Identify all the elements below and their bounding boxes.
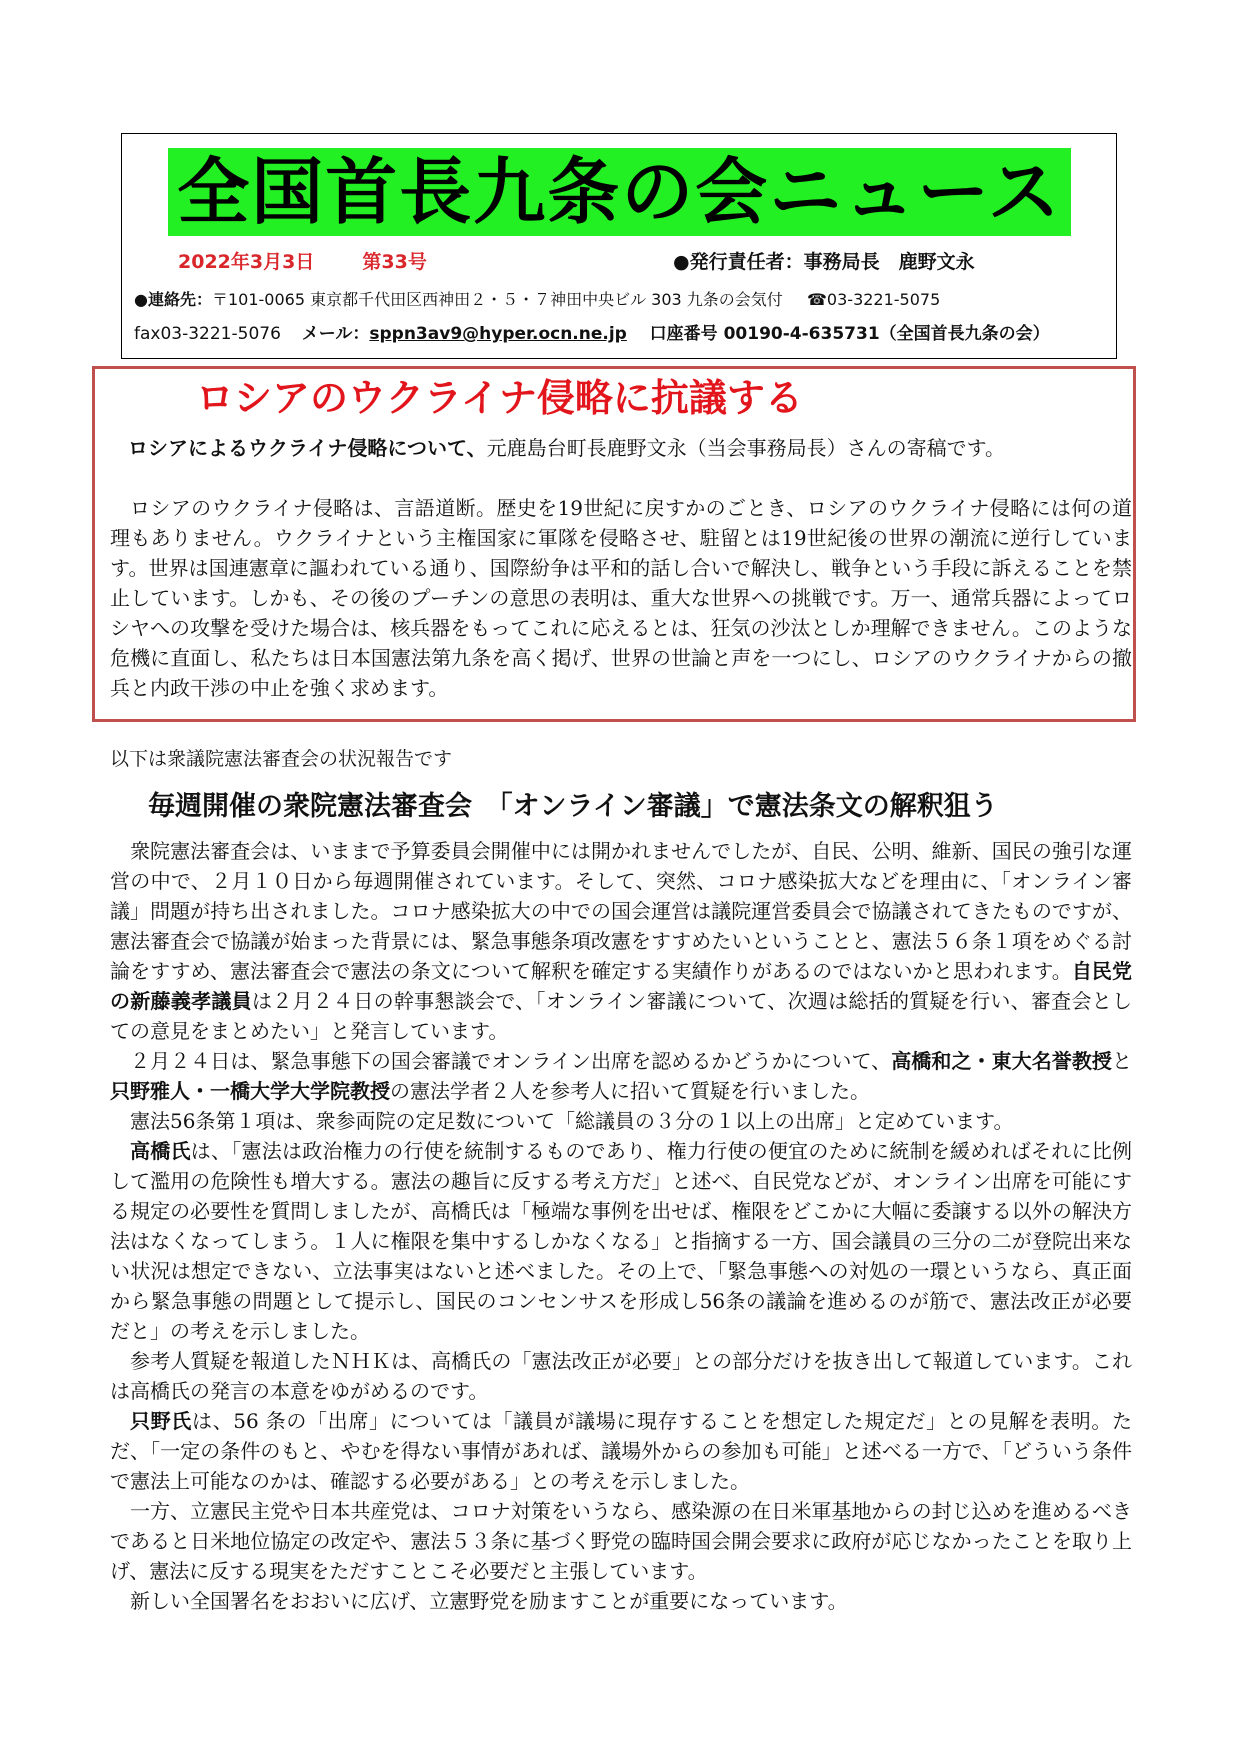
article-byline — [128, 433, 1005, 463]
bold-name: 只野雅人・一橋大学大学院教授 — [110, 1079, 390, 1103]
publisher: ●発行責任者：事務局長 鹿野文永 — [673, 251, 975, 273]
contact-label: ●連絡先： — [134, 290, 212, 309]
mail-link[interactable]: sppn3av9@hyper.ocn.ne.jp — [369, 324, 627, 344]
byline-rest: 元鹿島台町長鹿野文永（当会事務局長）さんの寄稿です。 — [486, 436, 1006, 460]
paragraph: ２月２４日は、緊急事態下の国会審議でオンライン出席を認めるかどうかについて、高橋和之・東大名誉教授と只野雅人・一橋大学大学院教授の憲法学者２人を参考人に招いて質疑を行いました。 — [110, 1049, 1132, 1103]
section-heading: 毎週開催の衆院憲法審査会 「オンライン審議」で憲法条文の解釈狙う — [148, 791, 998, 822]
mail-label: メール： — [301, 324, 370, 344]
issue-number: 第33号 — [362, 251, 427, 273]
paragraph: 憲法56条第１項は、衆参両院の定足数について「総議員の３分の１以上の出席」と定めています。 — [130, 1109, 1014, 1133]
address: 〒101-0065 東京都千代田区西神田２・５・７神田中央ビル 303 九条の会気付 — [211, 290, 783, 309]
byline-bold: ロシアによるウクライナ侵略について、 — [128, 436, 487, 460]
phone: ☎03-3221-5075 — [807, 290, 941, 309]
article-body: ロシアのウクライナ侵略は、言語道断。歴史を19世紀に戻すかのごとき、ロシアのウクライナ侵略には何の道理もありません。ウクライナという主権国家に軍隊を侵略させ、駐留とは19世紀後の世界の潮流に逆行しています。世界は国連憲章に謳われている通り、国際紛争は平和的話し合いで解決し、戦争という手段に訴えることを禁止しています。しかも、その後のプーチンの意思の表明は、重大な世界への挑戦です。万一、通常兵器によってロシヤへの攻撃を受けた場合は、核兵器をもってこれに応えるとは、狂気の沙汰としか理解できません。このような危機に直面し、私たちは日本国憲法第九条を高く掲げ、世界の世論と声を一つにし、ロシアのウクライナからの撤兵と内政干渉の中止を強く求めます。 — [110, 496, 1132, 700]
article-title: ロシアのウクライナ侵略に抗議する — [196, 376, 803, 420]
bold-name: 高橋和之・東大名誉教授 — [891, 1049, 1112, 1073]
paragraph: 高橋氏は、「憲法は政治権力の行使を統制するものであり、権力行使の便宜のために統制を緩めればそれに比例して濫用の危険性も増大する。憲法の趣旨に反する考え方だ」と述べ、自民党などが、オンライン出席を可能にする規定の必要性を質問しましたが、高橋氏は「極端な事例を出せば、権限をどこかに大幅に委譲する以外の解決方法はなくなってしまう。１人に権限を集中するしかなくなる」と指摘する一方、国会議員の三分の二が登院出来ない状況は想定できない、立法事実はないと述べました。その上で、「緊急事態への対処の一環というなら、真正面から緊急事態の問題として提示し、国民のコンセンサスを形成し56条の議論を進めるのが筋で、憲法改正が必要だと」の考えを示しました。 — [110, 1139, 1133, 1343]
paragraph: 衆院憲法審査会は、いままで予算委員会開催中には開かれませんでしたが、自民、公明、維新、国民の強引な運営の中で、２月１０日から毎週開催されています。そして、突然、コロナ感染拡大などを理由に、「オンライン審議」問題が持ち出されました。コロナ感染拡大の中での国会運営は議院運営委員会で協議されてきたものですが、憲法審査会で協議が始まった背景には、緊急事態条項改憲をすすめたいということと、憲法５６条１項をめぐる討論をすすめ、憲法審査会で憲法の条文について解釈を確定する実績作りがあるのではないかと思われます。自民党の新藤義孝議員は２月２４日の幹事懇談会で、「オンライン審議について、次週は総括的質疑を行い、審査会としての意見をまとめたい」と発言しています。 — [110, 839, 1133, 1043]
paragraph: 只野氏は、56 条の「出席」については「議員が議場に現存することを想定した規定だ」との見解を表明。ただ、「一定の条件のもと、やむを得ない事情があれば、議場外からの参加も可能」と述べる一方で、「どういう条件で憲法上可能なのかは、確認する必要がある」との考えを示しました。 — [110, 1409, 1132, 1493]
section-body — [110, 836, 1132, 1616]
paragraph: 新しい全国署名をおおいに広げ、立憲野党を励ますことが重要になっています。 — [130, 1589, 848, 1613]
mail-line — [134, 320, 1050, 348]
bold-name: 只野氏 — [130, 1409, 192, 1433]
contact-line — [134, 286, 940, 314]
account-number: 口座番号 00190-4-635731（全国首長九条の会） — [649, 324, 1050, 344]
section-intro: 以下は衆議院憲法審査会の状況報告です — [110, 748, 453, 770]
issue-line — [178, 248, 427, 276]
bold-name: 高橋氏 — [130, 1139, 191, 1163]
masthead-title: 全国首長九条の会ニュース — [177, 150, 1062, 234]
fax: fax03-3221-5076 — [134, 324, 281, 344]
paragraph: 一方、立憲民主党や日本共産党は、コロナ対策をいうなら、感染源の在日米軍基地からの封じ込めを進めるべきであると日米地位協定の改定や、憲法５３条に基づく野党の臨時国会開会要求に政府が応じなかったことを取り上げ、憲法に反する現実をただすことこそ必要だと主張しています。 — [110, 1499, 1132, 1583]
masthead-banner — [168, 148, 1071, 236]
bold-name: 自民党の新藤義孝議員 — [110, 959, 1132, 1013]
issue-date: 2022年3月3日 — [178, 251, 315, 273]
paragraph: 参考人質疑を報道したＮＨＫは、高橋氏の「憲法改正が必要」との部分だけを抜き出して報道しています。これは高橋氏の発言の本意をゆがめるのです。 — [110, 1349, 1132, 1403]
